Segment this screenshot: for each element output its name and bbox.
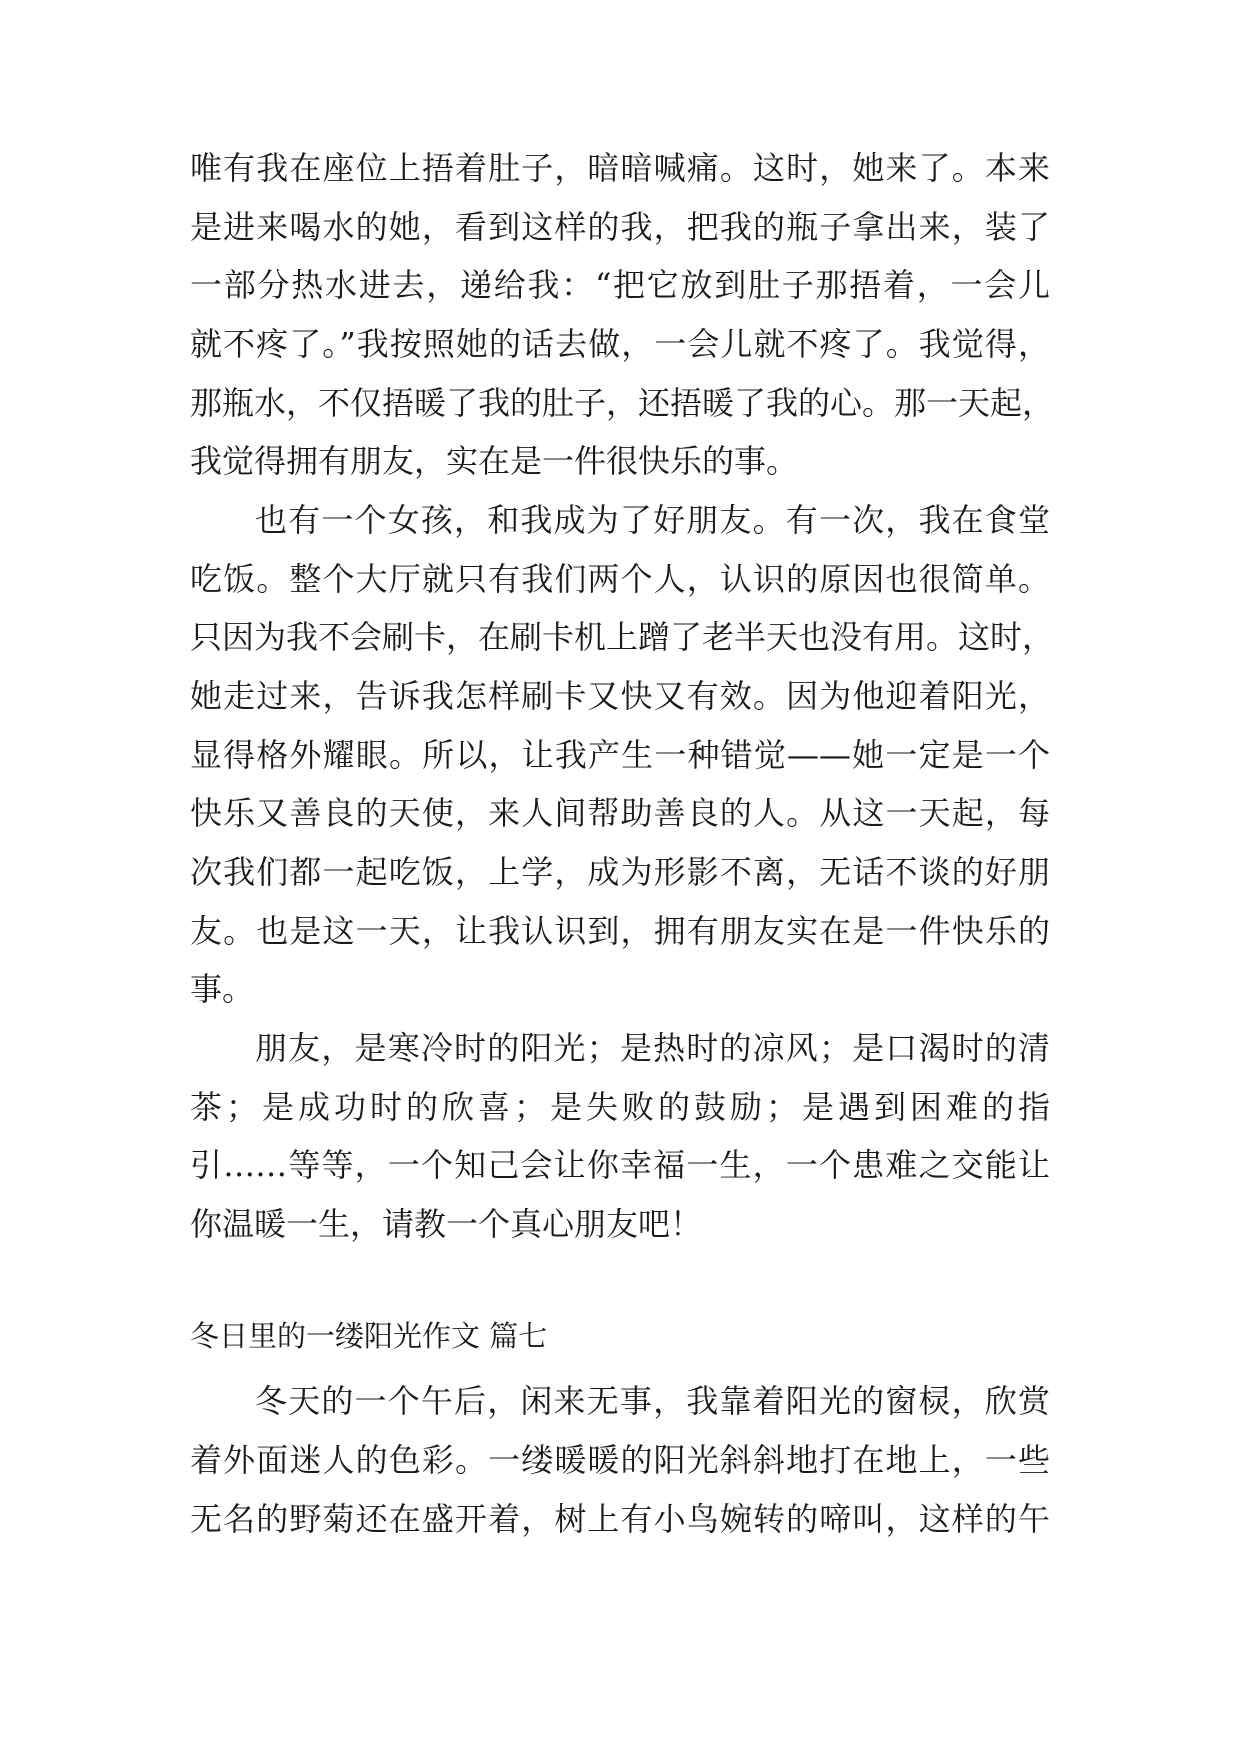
paragraph-1-line-5: 那瓶水，不仅捂暖了我的肚子，还捂暖了我的心。那一天起， — [190, 384, 1055, 422]
paragraph-2-line-9: 事。 — [190, 970, 255, 1008]
section-paragraph-line-2: 着外面迷人的色彩。一缕暖暖的阳光斜斜地打在地上，一些 — [190, 1441, 1050, 1479]
paragraph-2-line-2: 吃饭。整个大厅就只有我们两个人，认识的原因也很简单。 — [190, 560, 1050, 598]
paragraph-1-line-2: 是进来喝水的她，看到这样的我，把我的瓶子拿出来，装了 — [190, 208, 1050, 246]
paragraph-1-line-1: 唯有我在座位上捂着肚子，暗暗喊痛。这时，她来了。本来 — [190, 149, 1050, 187]
paragraph-3-line-2: 茶；是成功时的欣喜；是失败的鼓励；是遇到困难的指 — [190, 1088, 1050, 1126]
paragraph-2-line-5: 显得格外耀眼。所以，让我产生一种错觉——她一定是一个 — [190, 736, 1050, 774]
paragraph-1-line-4: 就不疼了。”我按照她的话去做，一会儿就不疼了。我觉得， — [190, 325, 1050, 363]
paragraph-2-line-7: 次我们都一起吃饭，上学，成为形影不离，无话不谈的好朋 — [190, 853, 1050, 891]
paragraph-1-line-6: 我觉得拥有朋友，实在是一件很快乐的事。 — [190, 442, 799, 480]
paragraph-3-line-1: 朋友，是寒冷时的阳光；是热时的凉风；是口渴时的清 — [255, 1029, 1050, 1067]
paragraph-2-line-6: 快乐又善良的天使，来人间帮助善良的人。从这一天起，每 — [190, 794, 1050, 832]
paragraph-2-line-3: 只因为我不会刷卡，在刷卡机上蹭了老半天也没有用。这时， — [190, 618, 1055, 656]
paragraph-2-line-4: 她走过来，告诉我怎样刷卡又快又有效。因为他迎着阳光， — [190, 677, 1050, 715]
paragraph-2-line-1: 也有一个女孩，和我成为了好朋友。有一次，我在食堂 — [255, 501, 1050, 539]
paragraph-3-line-4: 你温暖一生，请教一个真心朋友吧！ — [190, 1205, 703, 1243]
section-paragraph-line-1: 冬天的一个午后，闲来无事，我靠着阳光的窗棂，欣赏 — [255, 1382, 1050, 1420]
section-heading: 冬日里的一缕阳光作文 篇七 — [190, 1319, 548, 1353]
paragraph-2-line-8: 友。也是这一天，让我认识到，拥有朋友实在是一件快乐的 — [190, 912, 1050, 950]
section-paragraph-line-3: 无名的野菊还在盛开着，树上有小鸟婉转的啼叫，这样的午 — [190, 1500, 1050, 1538]
paragraph-3-line-3: 引……等等，一个知己会让你幸福一生，一个患难之交能让 — [190, 1146, 1050, 1184]
paragraph-1-line-3: 一部分热水进去，递给我：“把它放到肚子那捂着，一会儿 — [190, 266, 1050, 304]
